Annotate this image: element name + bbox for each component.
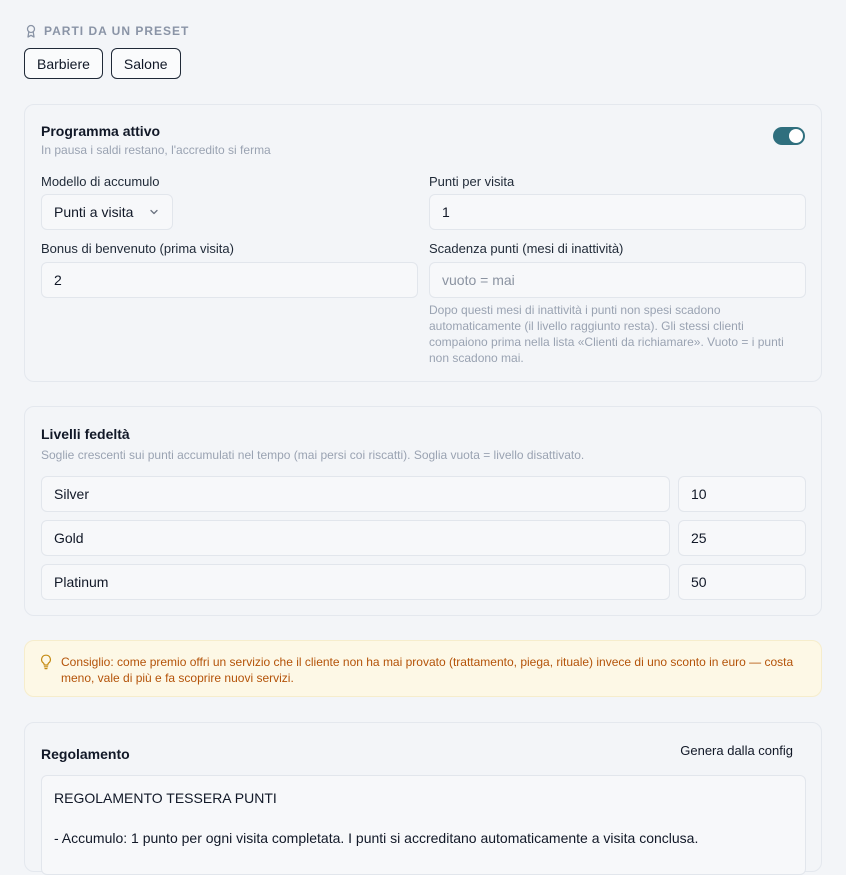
expiry-label: Scadenza punti (mesi di inattività) — [429, 241, 624, 256]
preset-buttons — [24, 48, 181, 79]
levels-card — [24, 406, 822, 616]
program-title: Programma attivo — [41, 123, 161, 139]
bonus-input[interactable]: 2 — [41, 262, 418, 298]
tip-text: Consiglio: come premio offri un servizio che il cliente non ha mai provato (trattamento, piega, rituale) invece di uno sconto in euro — costa meno, vale di più e fa scoprire nuovi servizi. — [61, 655, 794, 685]
expiry-help-text: Dopo questi mesi di inattività i punti non spesi scadono automaticamente (il livello raggiunto resta). Gli stessi clienti compaiono prima nella lista «Clienti da richiamare». Vuoto = i punti non scadono mai. — [429, 303, 784, 365]
lightbulb-icon — [39, 654, 53, 670]
program-card — [24, 104, 822, 382]
toggle-knob — [789, 129, 803, 143]
rules-title: Regolamento — [41, 746, 130, 762]
award-icon — [24, 24, 38, 38]
tip-banner — [24, 640, 822, 697]
model-select[interactable] — [41, 194, 173, 230]
levels-title: Livelli fedeltà — [41, 426, 130, 442]
model-label: Modello di accumulo — [41, 174, 160, 189]
generate-from-config-button[interactable]: Genera dalla config — [668, 743, 805, 758]
points-input[interactable]: 1 — [429, 194, 806, 230]
program-subtitle: In pausa i saldi restano, l'accredito si ferma — [41, 143, 271, 157]
preset-title: PARTI DA UN PRESET — [44, 24, 190, 38]
preset-header — [24, 24, 189, 38]
rules-textarea[interactable]: REGOLAMENTO TESSERA PUNTI - Accumulo: 1 punto per ogni visita completata. I punti si accreditano automaticamente a visita conclusa. — [41, 775, 806, 875]
levels-subtitle: Soglie crescenti sui punti accumulati nel tempo (mai persi coi riscatti). Soglia vuota = livello disattivato. — [41, 448, 585, 462]
chevron-down-icon — [148, 206, 160, 218]
level-name-input[interactable]: Gold — [41, 520, 670, 556]
level-threshold-input[interactable]: 25 — [678, 520, 806, 556]
model-value: Punti a visita — [54, 204, 134, 220]
program-active-toggle[interactable] — [773, 127, 805, 145]
level-threshold-input[interactable]: 50 — [678, 564, 806, 600]
preset-barbiere-button[interactable]: Barbiere — [24, 48, 103, 79]
expiry-input[interactable]: vuoto = mai — [429, 262, 806, 298]
preset-salone-button[interactable]: Salone — [111, 48, 181, 79]
level-threshold-input[interactable]: 10 — [678, 476, 806, 512]
level-name-input[interactable]: Silver — [41, 476, 670, 512]
rules-card — [24, 722, 822, 872]
points-label: Punti per visita — [429, 174, 515, 189]
bonus-label: Bonus di benvenuto (prima visita) — [41, 241, 234, 256]
level-name-input[interactable]: Platinum — [41, 564, 670, 600]
